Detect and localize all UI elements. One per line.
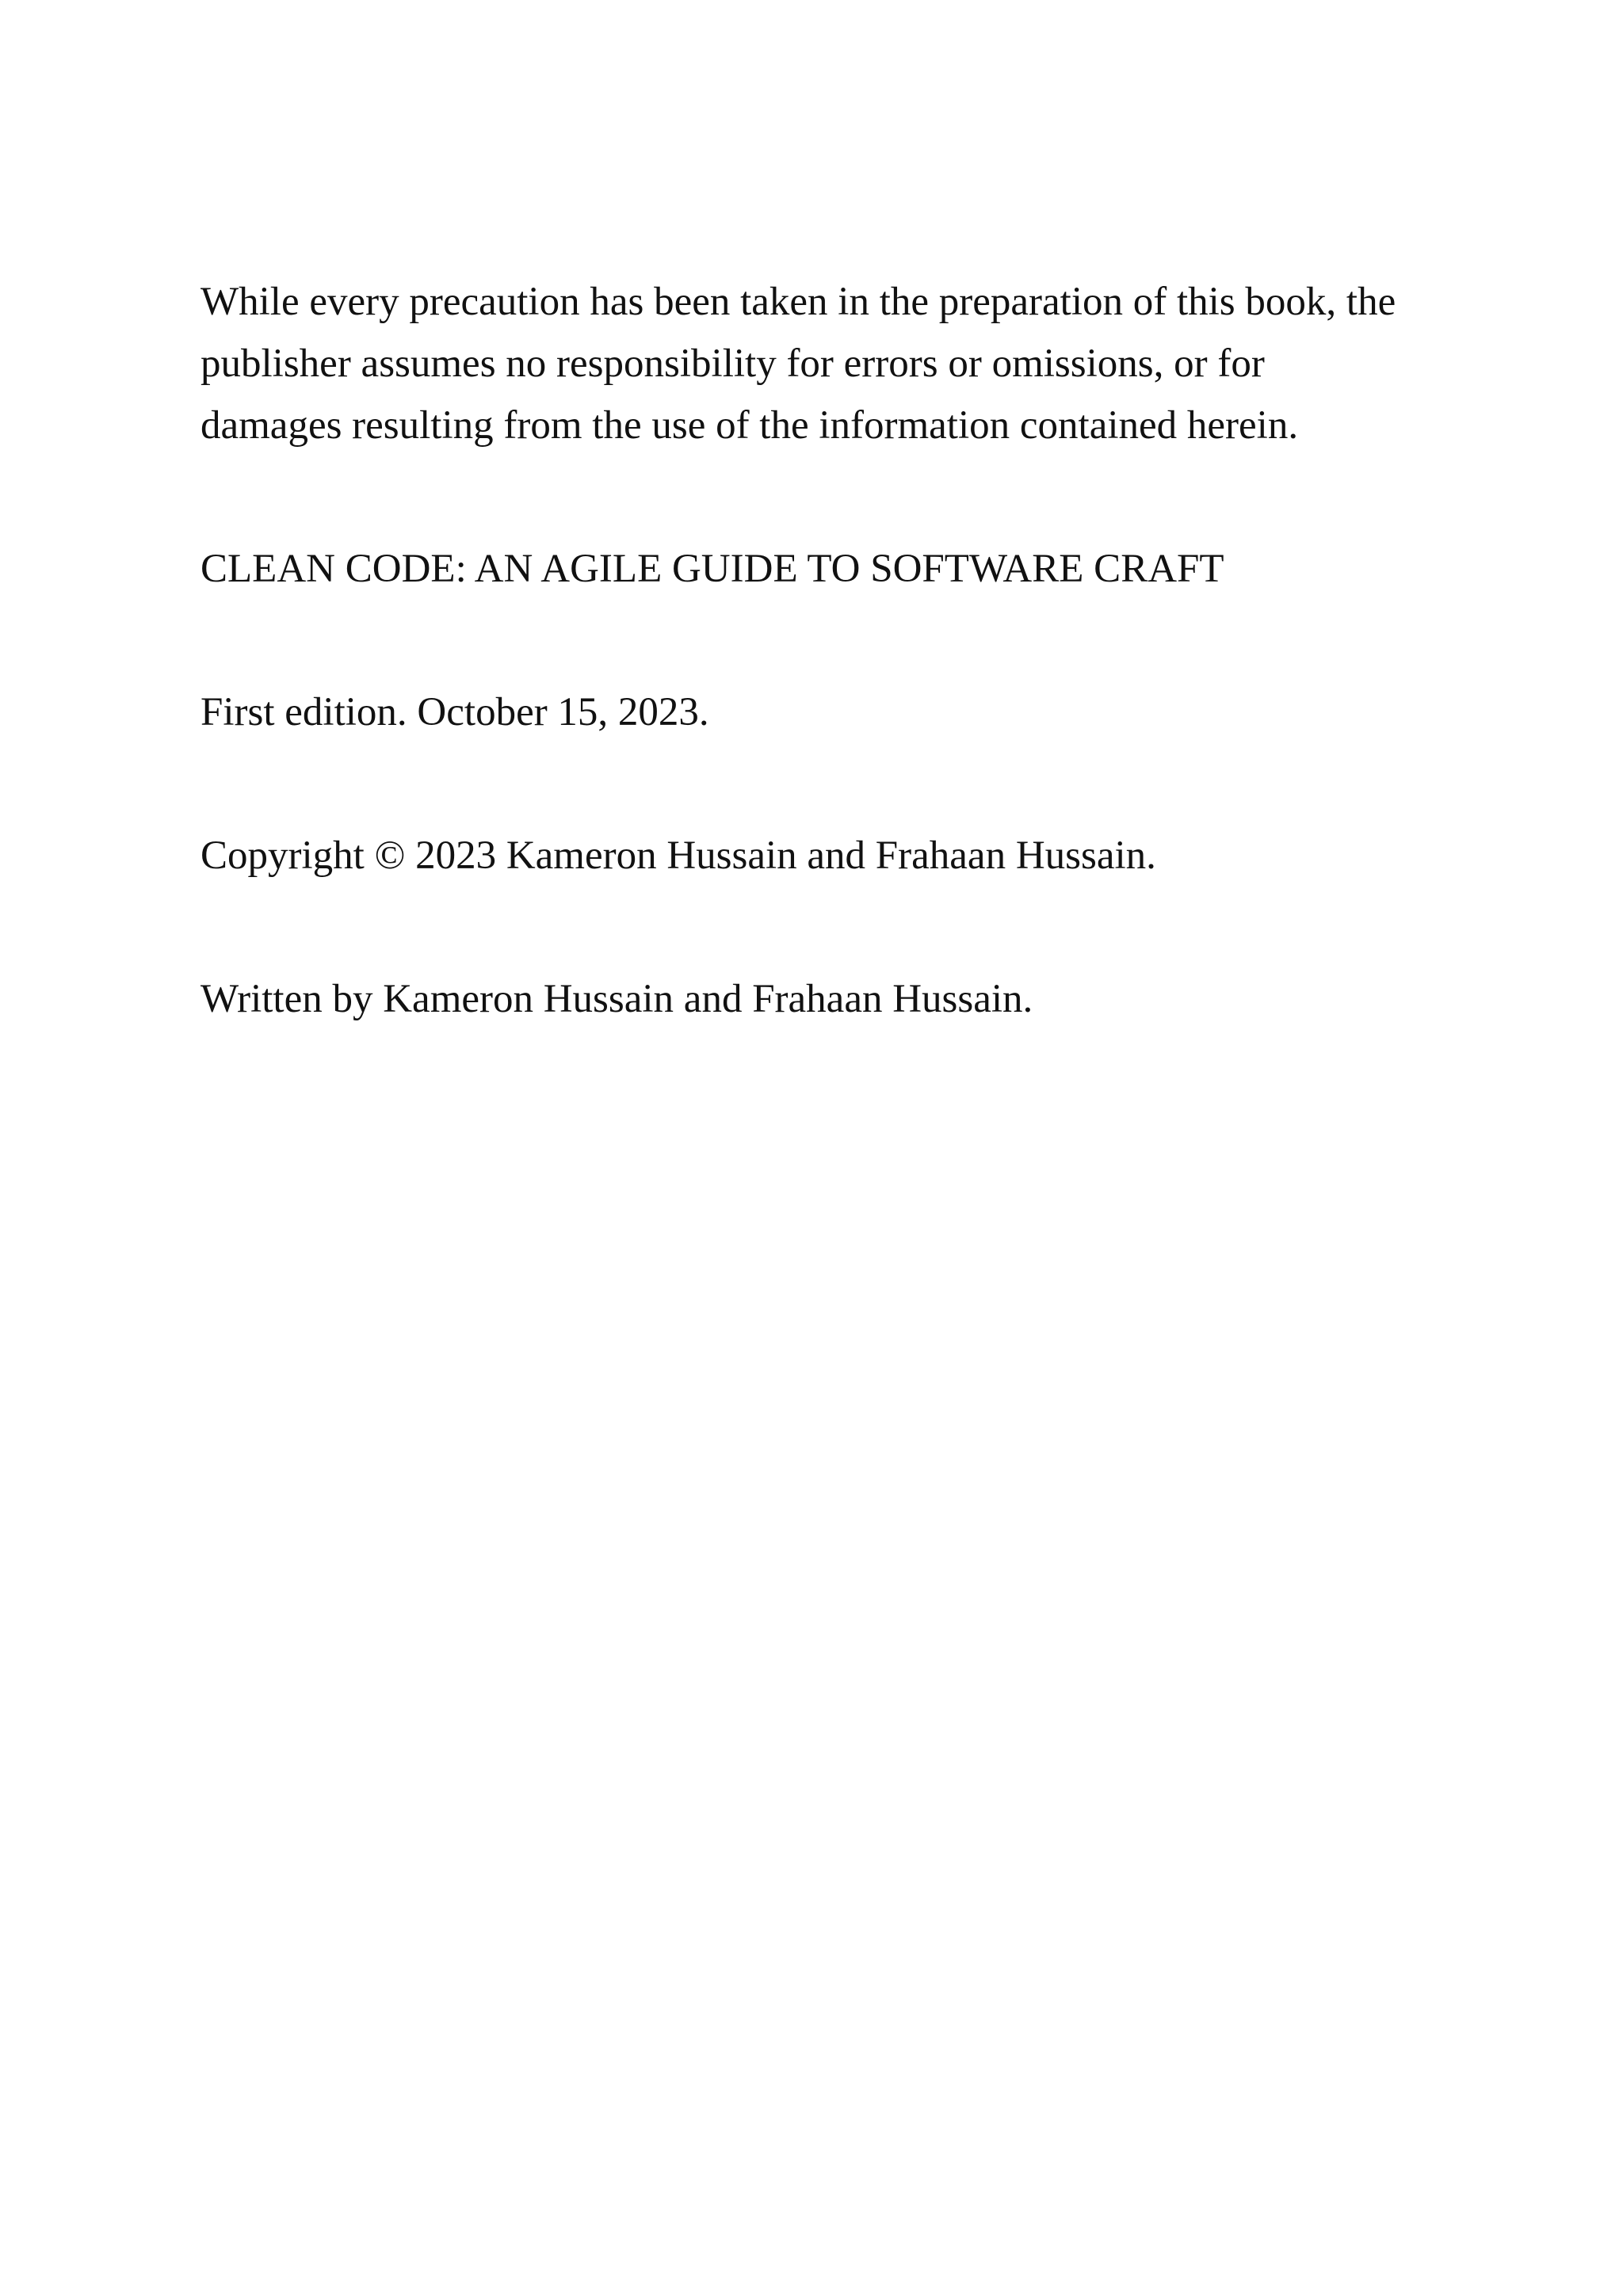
page-content (200, 271, 1437, 1030)
book-title: CLEAN CODE: AN AGILE GUIDE TO SOFTWARE CRAFT (200, 547, 1224, 591)
disclaimer-line: While every precaution has been taken in the preparation of this book, the (200, 280, 1396, 324)
copyright-line: Copyright © 2023 Kameron Hussain and Frahaan Hussain. (200, 833, 1156, 878)
disclaimer-line: damages resulting from the use of the information contained herein. (200, 403, 1299, 448)
disclaimer-paragraph (200, 271, 1437, 456)
disclaimer-line: publisher assumes no responsibility for errors or omissions, or for (200, 341, 1265, 386)
author-line: Written by Kameron Hussain and Frahaan Hussain. (200, 977, 1033, 1021)
edition-line: First edition. October 15, 2023. (200, 690, 709, 734)
